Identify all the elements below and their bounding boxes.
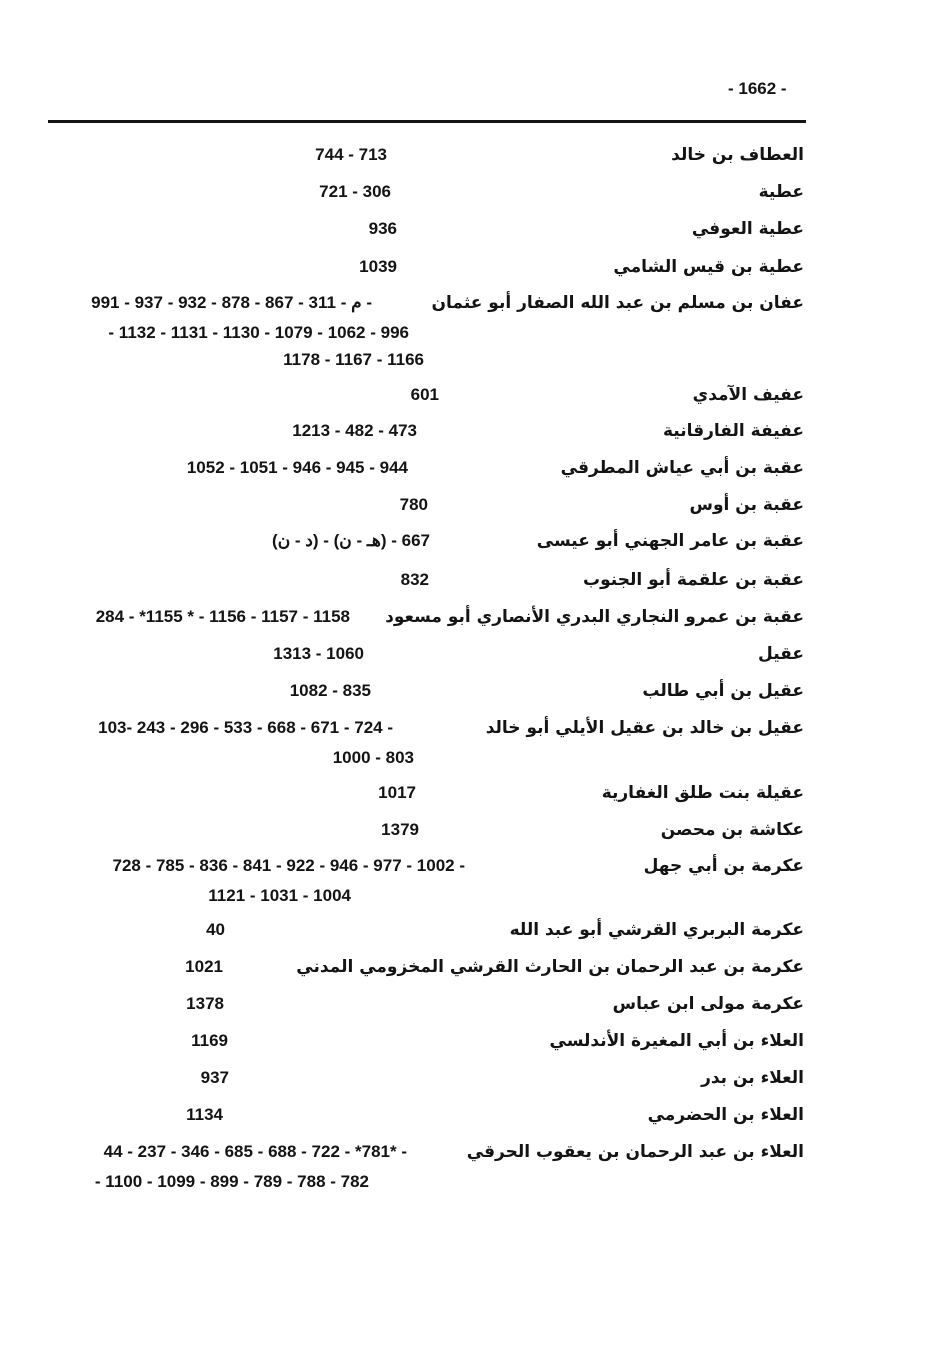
- entry-name: عكرمة بن أبي جهل: [643, 856, 804, 876]
- entry-page-refs: 1000 - 803: [332, 748, 414, 767]
- entry-page-refs: 1021: [185, 957, 223, 976]
- entry-name: العلاء بن الحضرمي: [647, 1105, 804, 1125]
- entry-name: عقيل بن خالد بن عقيل الأيلي أبو خالد: [485, 718, 804, 738]
- entry-page-refs: 1134: [186, 1105, 223, 1124]
- entry-page-refs: (د - ن) - (هـ - ن) - 667: [272, 531, 430, 550]
- entry-page-refs: 1017: [378, 783, 416, 802]
- entry-name: عكرمة بن عبد الرحمان بن الحارث القرشي المخزومي المدني: [296, 957, 804, 977]
- entry-name: عفيفة الفارقانية: [662, 421, 804, 441]
- entry-name: عقبة بن أبي عياش المطرقي: [560, 458, 804, 478]
- entry-page-refs: 937: [200, 1068, 229, 1087]
- entry-name: عقبة بن علقمة أبو الجنوب: [583, 570, 804, 590]
- entry-name: عكرمة مولى ابن عباس: [612, 994, 804, 1014]
- entry-name: عقبة بن عامر الجهني أبو عيسى: [536, 531, 804, 551]
- entry-page-refs: 721 - 306: [319, 182, 391, 201]
- entry-page-refs: 40: [206, 920, 225, 939]
- entry-name: العلاء بن عبد الرحمان بن يعقوب الحرقي: [466, 1142, 804, 1162]
- entry-page-refs: 601: [410, 385, 439, 404]
- entry-page-refs: 1121 - 1031 - 1004: [208, 886, 351, 905]
- entry-name: عقبة بن عمرو النجاري البدري الأنصاري أبو مسعود: [385, 607, 804, 627]
- entry-page-refs: 744 - 713: [315, 145, 387, 164]
- entry-page-refs: 728 - 785 - 836 - 841 - 922 - 946 - 977 - 1002 -: [112, 856, 465, 875]
- entry-name: العلاء بن بدر: [701, 1068, 804, 1088]
- entry-name: عقيل: [758, 644, 804, 664]
- entry-page-refs: 1052 - 1051 - 946 - 945 - 944: [186, 458, 408, 477]
- entry-page-refs: 1082 - 835: [289, 681, 371, 700]
- entry-page-refs: 284 - *1155 * - 1156 - 1157 - 1158: [95, 607, 350, 626]
- entry-name: عقيلة بنت طلق الغفارية: [601, 783, 804, 803]
- entry-page-refs: 1169: [191, 1031, 228, 1050]
- entry-name: عطية: [758, 182, 804, 202]
- entry-page-refs: - 1132 - 1131 - 1130 - 1079 - 1062 - 996: [108, 323, 409, 342]
- entry-name: عقبة بن أوس: [689, 495, 804, 515]
- entry-page-refs: - 1100 - 1099 - 899 - 789 - 788 - 782: [94, 1172, 369, 1191]
- entry-page-refs: 103- 243 - 296 - 533 - 668 - 671 - 724 -: [98, 718, 393, 737]
- entry-page-refs: 832: [400, 570, 429, 589]
- entry-name: عقيل بن أبي طالب: [642, 681, 804, 701]
- entry-page-refs: 1313 - 1060: [273, 644, 364, 663]
- entry-page-refs: 1178 - 1167 - 1166: [283, 350, 424, 369]
- page-number: - 1662 -: [728, 79, 787, 98]
- entry-page-refs: 780: [399, 495, 428, 514]
- entry-page-refs: م - 311 - 867 - 878 - 932 - 937 - 991 -: [91, 293, 372, 312]
- entry-name: عفان بن مسلم بن عبد الله الصفار أبو عثمان: [431, 293, 804, 313]
- entry-page-refs: 1039: [359, 257, 397, 276]
- entry-name: العطاف بن خالد: [671, 145, 804, 165]
- entry-name: عكرمة البربري القرشي أبو عبد الله: [509, 920, 804, 940]
- entry-name: العلاء بن أبي المغيرة الأندلسي: [549, 1031, 804, 1051]
- entry-page-refs: 936: [368, 219, 397, 238]
- entry-page-refs: 1379: [381, 820, 419, 839]
- entry-name: عكاشة بن محصن: [660, 820, 804, 840]
- entry-page-refs: 44 - 237 - 346 - 685 - 688 - 722 - *781* -: [103, 1142, 407, 1161]
- entry-name: عفيف الآمدي: [692, 385, 804, 405]
- header-rule: [48, 120, 806, 123]
- entry-page-refs: 1213 - 482 - 473: [292, 421, 417, 440]
- entry-name: عطية العوفي: [691, 219, 804, 239]
- entry-page-refs: 1378: [186, 994, 224, 1013]
- entry-name: عطية بن قيس الشامي: [613, 257, 804, 277]
